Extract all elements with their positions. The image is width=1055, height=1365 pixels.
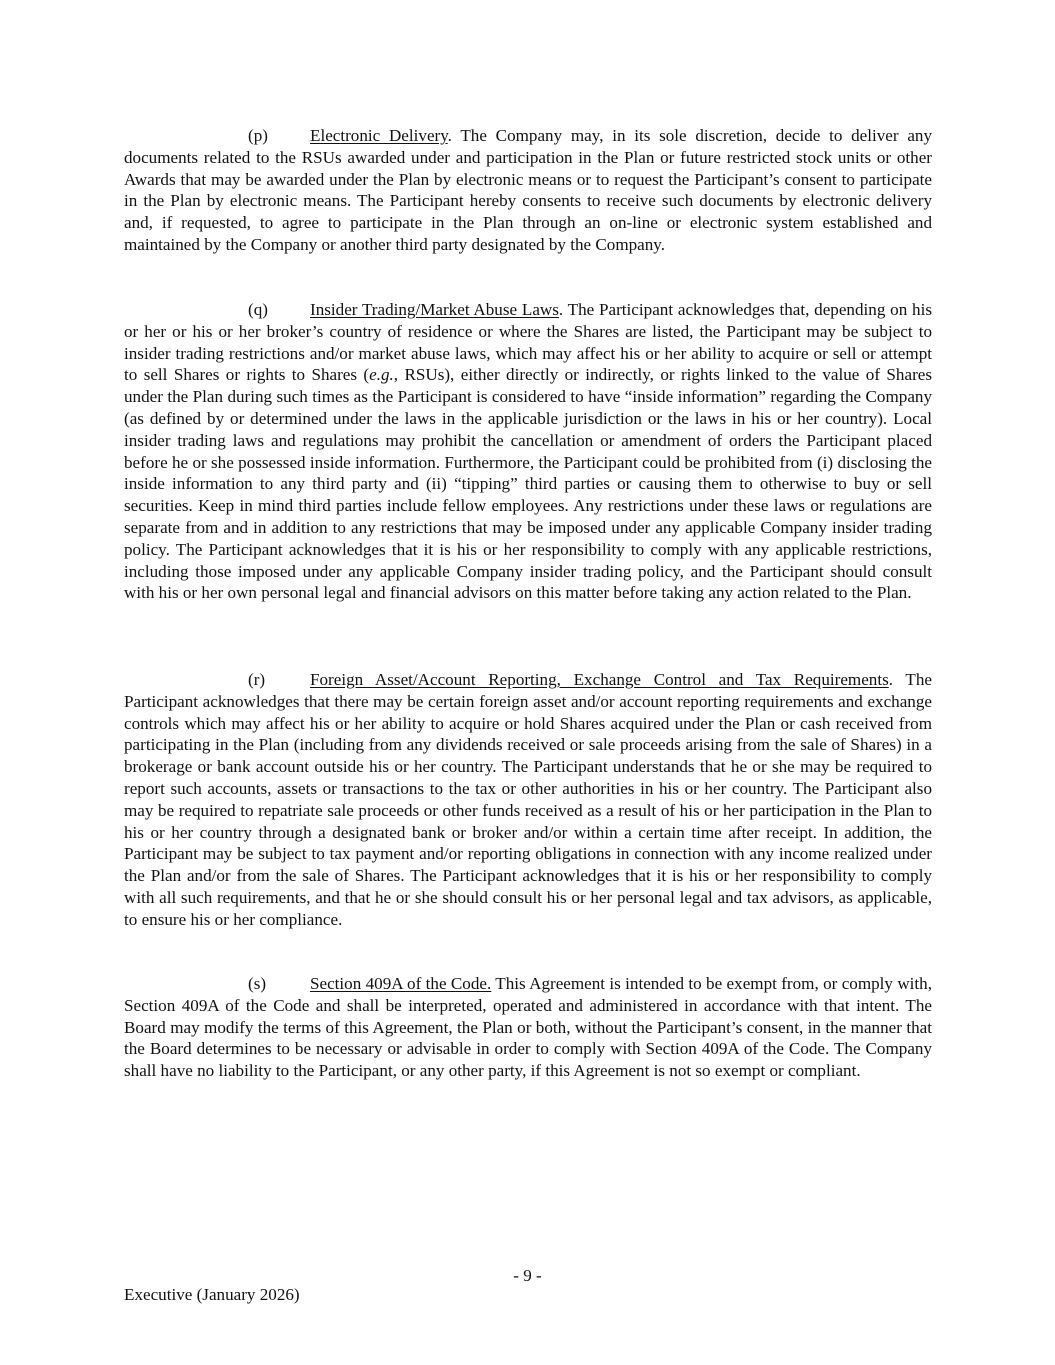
footer-label: Executive (January 2026) (124, 1285, 300, 1304)
page-number: - 9 - (513, 1266, 542, 1285)
section-body: . The Participant acknowledges that, depending on his or her or his or her broker’s country of residence or where the Shares are listed, the Participant may be subject to insider trading restrictions and/or market abuse laws, which may affect his or her ability to acquire or sell or attempt to sell Shares or rights to Shares ( (124, 300, 932, 385)
section-heading: Foreign Asset/Account Reporting, Exchange Control and Tax Requirements (310, 670, 889, 689)
section-p (124, 125, 932, 256)
section-marker: (r) (248, 670, 266, 689)
section-body: This Agreement is intended to be exempt from, or comply with, Section 409A of the Code and shall be interpreted, operated and administered in accordance with that intent. The Board may modify the terms of this Agreement, the Plan or both, without the Participant’s consent, in the manner that the Board determines to be necessary or advisable in order to comply with Section 409A of the Code. The Company shall have no liability to the Participant, or any other party, if this Agreement is not so exempt or compliant. (124, 974, 932, 1081)
section-body-continued: , RSUs), either directly or indirectly, or rights linked to the value of Shares under the Plan during such times as the Participant is considered to have “inside information” regarding the Company (as defined by or determined under the laws in the applicable jurisdiction or the laws in his or her country). Local insider trading laws and regulations may prohibit the cancellation or amendment of orders the Participant placed before he or she possessed inside information. Furthermore, the Participant could be prohibited from (i) disclosing the inside information to any third party and (ii) “tipping” third parties or causing them to otherwise to buy or sell securities. Keep in mind third parties include fellow employees. Any restrictions under these laws or regulations are separate from and in addition to any restrictions that may be imposed under any applicable Company insider trading policy. The Participant acknowledges that it is his or her responsibility to comply with any applicable restrictions, including those imposed under any applicable Company insider trading policy, and the Participant should consult with his or her own personal legal and financial advisors on this matter before taking any action related to the Plan. (124, 365, 932, 603)
section-body: . The Participant acknowledges that there may be certain foreign asset and/or account reporting requirements and exchange controls which may affect his or her ability to acquire or hold Shares acquired under the Plan or cash received from participating in the Plan (including from any dividends received or sale proceeds arising from the sale of Shares) in a brokerage or bank account outside his or her country. The Participant understands that he or she may be required to report such accounts, assets or transactions to the tax or other authorities in his or her country. The Participant also may be required to repatriate sale proceeds or other funds received as a result of his or her participation in the Plan to his or her country through a designated bank or broker and/or within a certain time after receipt. In addition, the Participant may be subject to tax payment and/or reporting obligations in connection with any income realized under the Plan and/or from the sale of Shares. The Participant acknowledges that it is his or her responsibility to comply with all such requirements, and that he or she should consult his or her personal legal and tax advisors, as applicable, to ensure his or her compliance. (124, 670, 932, 929)
section-emphasis: e.g. (369, 365, 394, 385)
section-heading: Insider Trading/Market Abuse Laws (310, 300, 559, 319)
section-marker: (p) (248, 126, 268, 145)
section-r (124, 669, 932, 931)
section-s (124, 973, 932, 1082)
section-marker: (s) (248, 974, 267, 993)
section-body: . The Company may, in its sole discretion, decide to deliver any documents related to the RSUs awarded under and participation in the Plan or future restricted stock units or other Awards that may be awarded under the Plan by electronic means or to request the Participant’s consent to participate in the Plan by electronic means. The Participant hereby consents to receive such documents by electronic delivery and, if requested, to agree to participate in the Plan through an on-line or electronic system established and maintained by the Company or another third party designated by the Company. (124, 126, 932, 254)
section-marker: (q) (248, 300, 268, 319)
section-heading: Section 409A of the Code. (310, 974, 492, 993)
section-heading: Electronic Delivery (310, 126, 448, 145)
section-q (124, 299, 932, 604)
